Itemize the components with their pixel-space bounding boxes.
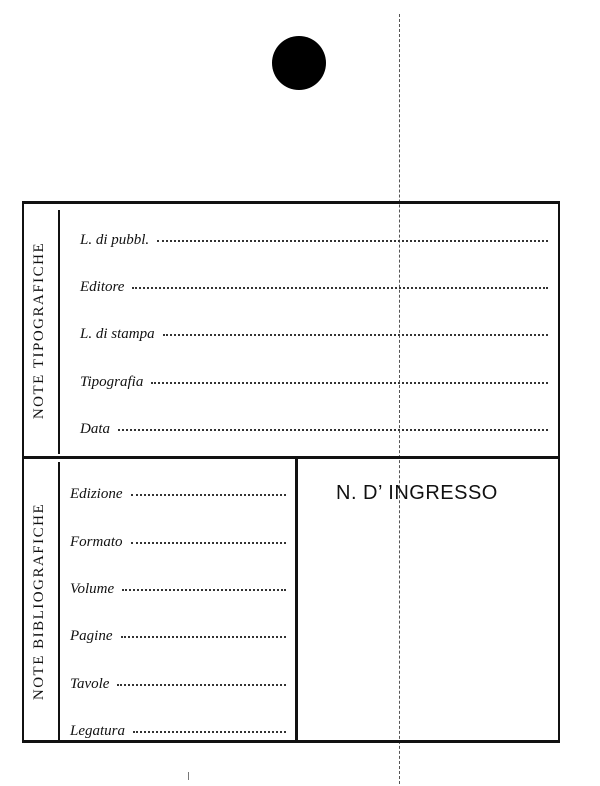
field-edizione[interactable] xyxy=(70,486,286,503)
field-volume[interactable] xyxy=(70,581,286,598)
field-legatura[interactable] xyxy=(70,723,286,740)
field-label: Pagine xyxy=(70,628,113,644)
field-label: Volume xyxy=(70,581,115,597)
field-tipografia[interactable] xyxy=(80,374,548,391)
field-label: Formato xyxy=(70,534,123,550)
side-rule xyxy=(58,462,60,740)
fill-line xyxy=(131,542,287,544)
section-title-bibliografiche: NOTE BIBLIOGRAFICHE xyxy=(31,502,48,700)
field-luogo-stampa[interactable] xyxy=(80,326,548,343)
fill-line xyxy=(117,684,286,686)
fill-line xyxy=(131,494,287,496)
field-label: Edizione xyxy=(70,486,123,502)
section-divider xyxy=(24,456,558,459)
section-label-bibliografiche xyxy=(26,459,54,743)
fill-line xyxy=(132,287,548,289)
field-data[interactable] xyxy=(80,421,548,438)
field-pagine[interactable] xyxy=(70,628,286,645)
side-rule xyxy=(58,210,60,454)
field-label: L. di stampa xyxy=(80,326,155,342)
fill-line xyxy=(118,429,548,431)
field-editore[interactable] xyxy=(80,279,548,296)
fill-line xyxy=(133,731,286,733)
field-label: Tipografia xyxy=(80,374,144,390)
fill-line xyxy=(157,240,548,242)
field-label: Legatura xyxy=(70,723,126,739)
field-formato[interactable] xyxy=(70,534,286,551)
fill-line xyxy=(122,589,286,591)
catalog-card xyxy=(22,201,560,743)
punch-hole xyxy=(272,36,326,90)
numero-ingresso-label: N. D’ INGRESSO xyxy=(336,482,498,504)
section-label-tipografiche xyxy=(26,204,54,456)
field-label: Tavole xyxy=(70,676,110,692)
field-tavole[interactable] xyxy=(70,676,286,693)
field-label: L. di pubbl. xyxy=(80,232,150,248)
fill-line xyxy=(121,636,287,638)
fill-line xyxy=(163,334,548,336)
field-luogo-pubblicazione[interactable] xyxy=(80,232,548,249)
section-title-tipografiche: NOTE TIPOGRAFICHE xyxy=(31,241,48,419)
fill-line xyxy=(151,382,548,384)
tick-mark xyxy=(188,772,189,780)
field-label: Editore xyxy=(80,279,125,295)
column-divider xyxy=(295,459,298,740)
field-label: Data xyxy=(80,421,110,437)
